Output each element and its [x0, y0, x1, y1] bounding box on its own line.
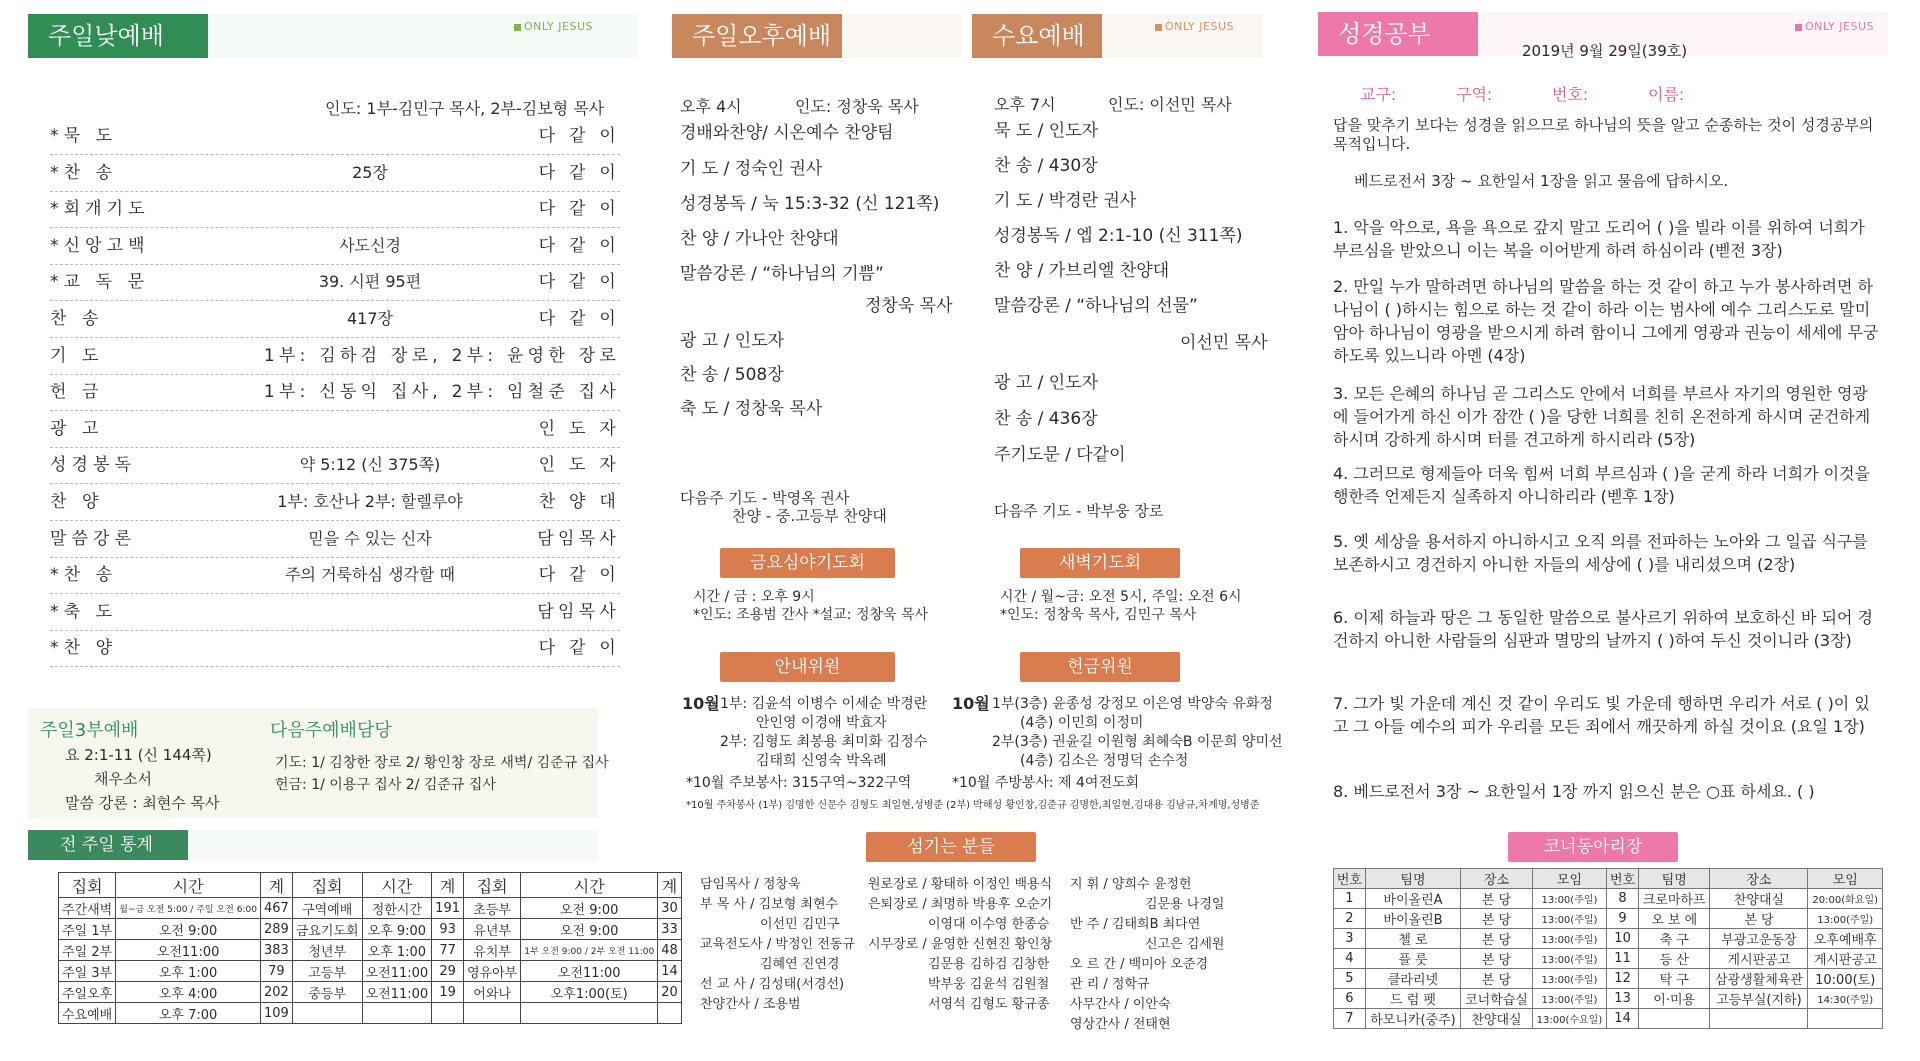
study-question: 7. 그가 빛 가운데 계신 것 같이 우리도 빛 가운데 행하면 우리가 서로 ( )이 있고 그 아들 예수의 피가 우리를 모든 죄에서 깨끗하게 하실 것이요 (요일 1장): [1333, 694, 1870, 736]
clubs-cell: 크로마하프: [1638, 889, 1710, 909]
table-row: [1334, 949, 1883, 969]
stats-cell: 금요기도회: [292, 919, 362, 940]
server-entry: 반 주 / 김태희B 최다연: [1070, 917, 1201, 932]
study-question: 5. 옛 세상을 용서하지 아니하시고 오직 의를 전파하는 노아와 그 일곱 식구를 보존하시고 경건하지 아니한 자들의 세상에 ( )를 내리셨으며 (2장): [1333, 532, 1868, 574]
guide-line-3: 2부: 김형도 최봉용 최미화 김정수: [720, 734, 928, 750]
table-row: [59, 961, 682, 982]
stats-cell: [292, 1003, 362, 1024]
clubs-cell: 10: [1607, 929, 1639, 949]
clubs-cell: [1638, 1009, 1710, 1029]
morning-row-detail: 25장: [352, 162, 388, 182]
clubs-cell: 게시판공고: [1808, 949, 1883, 969]
clubs-header-cell: 팀명: [1638, 869, 1710, 889]
study-date: 2019년 9월 29일(39호): [1522, 42, 1688, 60]
clubs-cell: 이·미용: [1638, 989, 1710, 1009]
stats-cell: 467: [260, 898, 292, 919]
stats-cell: 영유아부: [464, 961, 521, 982]
morning-row: [50, 521, 620, 558]
morning-row-label: 찬 양: [50, 492, 104, 512]
stats-cell: [432, 1003, 464, 1024]
stats-cell: 오후 7:00: [116, 1003, 261, 1024]
stats-header-cell: 시간: [521, 873, 658, 898]
morning-row: [50, 411, 620, 448]
morning-row-leader: 다 같 이: [538, 235, 620, 256]
study-question: 8. 베드로전서 3장 ~ 요한일서 1장 까지 읽으신 분은 ○표 하세요. ( ): [1333, 782, 1815, 801]
morning-row-label: *신앙고백: [50, 235, 150, 256]
server-entry: 박부웅 김윤석 김원철: [928, 977, 1050, 992]
stats-cell: 청년부: [292, 940, 362, 961]
clubs-cell: 고등부실(지하): [1710, 989, 1808, 1009]
clubs-cell: 본 당: [1710, 909, 1808, 929]
clubs-header-cell: 장소: [1461, 869, 1533, 889]
stats-cell: 유년부: [464, 919, 521, 940]
clubs-cell: 13:00(주일): [1532, 969, 1606, 989]
table-row: [1334, 909, 1883, 929]
clubs-cell: 5: [1334, 969, 1366, 989]
afternoon-item: 말씀강론 / “하나님의 기쁨”: [680, 264, 884, 284]
server-entry: 오 르 간 / 백미아 오준경: [1070, 957, 1209, 972]
morning-row: [50, 557, 620, 594]
morning-row-label: 광 고: [50, 418, 104, 439]
table-row: [59, 919, 682, 940]
clubs-cell: 본 당: [1461, 929, 1533, 949]
dawn-prayer-line-2: *인도: 정창욱 목사, 김민구 목사: [1000, 607, 1197, 623]
study-instruction: 베드로전서 3장 ~ 요한일서 1장을 읽고 물음에 답하시오.: [1354, 172, 1729, 190]
server-entry: 이영대 이수영 한종승: [928, 917, 1050, 932]
morning-row-label: *회개기도: [50, 199, 150, 220]
morning-row-leader: 다 같 이: [538, 272, 620, 293]
clubs-cell: 4: [1334, 949, 1366, 969]
clubs-cell: 첼 로: [1365, 929, 1460, 949]
wednesday-next-prayer: 다음주 기도 - 박부웅 장로: [994, 502, 1164, 520]
morning-row-leader: 다 같 이: [538, 638, 620, 659]
third-service-line-3: 말씀 강론 : 최현수 목사: [65, 794, 220, 812]
stats-cell: 주일 1부: [59, 919, 116, 940]
clubs-cell: 게시판공고: [1710, 949, 1808, 969]
clubs-cell: 13:00(주일): [1532, 989, 1606, 1009]
guide-month: 10월: [682, 694, 720, 713]
clubs-cell: 하모니카(중주): [1365, 1009, 1460, 1029]
field-cell: 구역:: [1456, 85, 1493, 104]
clubs-cell: 6: [1334, 989, 1366, 1009]
stats-cell: 오전 9:00: [116, 919, 261, 940]
stats-cell: 주일 3부: [59, 961, 116, 982]
wednesday-item: 성경봉독 / 엡 2:1-10 (신 311쪽): [994, 226, 1243, 246]
clubs-title: 코너동아리장: [1508, 832, 1678, 862]
clubs-cell: 11: [1607, 949, 1639, 969]
friday-prayer-line-1: 시간 / 금 : 오후 9시: [693, 589, 815, 605]
server-entry: 신고은 김세원: [1145, 937, 1225, 952]
table-row: [59, 898, 682, 919]
clubs-header-cell: 모임: [1532, 869, 1606, 889]
study-question: 4. 그러므로 형제들아 더욱 힘써 너희 부르심과 ( )을 굳게 하라 너희가 이것을 행한즉 언제든지 실족하지 아니하리라 (벧후 1장): [1333, 464, 1871, 506]
clubs-cell: 14:30(주일): [1808, 989, 1883, 1009]
server-entry: 영상간사 / 전태현: [1070, 1017, 1171, 1032]
stats-cell: 초등부: [464, 898, 521, 919]
stats-table: [58, 872, 682, 1024]
morning-row: [50, 228, 620, 265]
wednesday-item: 찬 양 / 가브리엘 찬양대: [994, 261, 1170, 281]
stats-cell: 19: [432, 982, 464, 1003]
dawn-prayer-line-1: 시간 / 월~금: 오전 5시, 주일: 오전 6시: [1000, 589, 1242, 605]
dawn-prayer-title: 새벽기도회: [1020, 548, 1180, 578]
clubs-cell: 드 럼 펫: [1365, 989, 1460, 1009]
stats-cell: 오전 9:00: [521, 919, 658, 940]
afternoon-item: 찬 송 / 508장: [680, 365, 784, 385]
wednesday-item: 기 도 / 박경란 권사: [994, 191, 1137, 211]
stats-cell: 수요예배: [59, 1003, 116, 1024]
offering-line-4: (4층) 김소은 정명덕 손수정: [1020, 753, 1189, 769]
stats-cell: 주일 2부: [59, 940, 116, 961]
clubs-cell: 찬양대실: [1461, 1009, 1533, 1029]
stats-cell: 오후 4:00: [116, 982, 261, 1003]
third-service-title: 주일3부예배: [40, 720, 139, 741]
offering-title: 헌금위원: [1020, 652, 1180, 682]
server-entry: 부 목 사 / 김보형 최현수: [700, 897, 839, 912]
offering-line-2: (4층) 이민희 이정미: [1020, 715, 1144, 731]
stats-cell: 48: [658, 940, 682, 961]
stats-cell: [658, 1003, 682, 1024]
morning-row-detail: 39. 시편 95편: [318, 272, 422, 292]
afternoon-item: 광 고 / 인도자: [680, 331, 785, 351]
wednesday-item: 주기도문 / 다같이: [994, 445, 1126, 465]
clubs-cell: 13:00(주일): [1532, 949, 1606, 969]
stats-cell: 주일오후: [59, 982, 116, 1003]
afternoon-title: 주일오후예배: [672, 14, 842, 58]
study-question: 3. 모든 은혜의 하나님 곧 그리스도 안에서 너희를 부르사 자기의 영원한 영광에 들어가게 하신 이가 잠깐 ( )을 당한 너희를 친히 온전하게 하시며 굳건하게 하시며 강하게 하시며 터를 견고하게 하시리라 (5장): [1333, 384, 1871, 449]
guide-title: 안내위원: [720, 652, 895, 682]
morning-row-leader: 1부: 신동익 집사, 2부: 임철준 집사: [263, 382, 620, 403]
clubs-cell: 14: [1607, 1009, 1639, 1029]
study-intro: 답을 맞추기 보다는 성경을 읽으므로 하나님의 뜻을 알고 순종하는 것이 성경공부의 목적입니다.: [1333, 116, 1874, 153]
wednesday-item: 찬 송 / 430장: [994, 156, 1098, 176]
third-service-line-2: 채우소서: [94, 770, 152, 788]
clubs-cell: 10:00(토): [1808, 969, 1883, 989]
clubs-cell: 클라리넷: [1365, 969, 1460, 989]
morning-row-leader: 담임목사: [537, 528, 620, 549]
clubs-cell: 코너학습실: [1461, 989, 1533, 1009]
study-badge: ONLY JESUS: [1795, 20, 1874, 33]
stats-cell: 유치부: [464, 940, 521, 961]
study-question: 6. 이제 하늘과 땅은 그 동일한 말씀으로 불사르기 위하여 보호하신 바 되어 경건하지 아니한 사람들의 심판과 멸망의 날까지 ( )하여 두신 것이니라 (3장): [1333, 608, 1873, 650]
clubs-cell: 축 구: [1638, 929, 1710, 949]
morning-row-label: 기 도: [50, 345, 104, 366]
clubs-cell: [1808, 1009, 1883, 1029]
stats-header-cell: 집회: [464, 873, 521, 898]
next-week-title: 다음주예배담당: [270, 720, 392, 741]
morning-row-label: *교 독 문: [50, 272, 150, 293]
wednesday-time: 오후 7시: [994, 95, 1056, 114]
clubs-header-cell: 번호: [1334, 869, 1366, 889]
friday-prayer-title: 금요심야기도회: [720, 548, 895, 578]
server-entry: 사무간사 / 이안숙: [1070, 997, 1171, 1012]
stats-header-cell: 시간: [362, 873, 432, 898]
stats-header-cell: 계: [432, 873, 464, 898]
stats-cell: 93: [432, 919, 464, 940]
server-entry: 서영석 김형도 황규종: [928, 997, 1050, 1012]
morning-row-detail: 믿을 수 있는 신자: [308, 528, 432, 548]
stats-cell: 오전11:00: [116, 940, 261, 961]
morning-row-label: *찬 송: [50, 565, 118, 586]
stats-cell: 30: [658, 898, 682, 919]
morning-row-label: 말씀강론: [50, 528, 137, 549]
server-entry: 김문용 나경일: [1145, 897, 1225, 912]
stats-cell: 20: [658, 982, 682, 1003]
afternoon-next-praise: 찬양 - 중.고등부 찬양대: [732, 507, 887, 525]
stats-cell: 1부 오전 9:00 / 2부 오전 11:00: [521, 940, 658, 961]
clubs-header-cell: 모임: [1808, 869, 1883, 889]
morning-row: [50, 338, 620, 375]
wednesday-item: 말씀강론 / “하나님의 선물”: [994, 296, 1198, 316]
server-entry: 이선민 김민구: [760, 917, 840, 932]
clubs-cell: 13:00(주일): [1532, 929, 1606, 949]
next-week-line-2: 헌금: 1/ 이용구 집사 2/ 김준규 집사: [275, 777, 496, 793]
clubs-cell: 본 당: [1461, 969, 1533, 989]
stats-cell: 33: [658, 919, 682, 940]
morning-row-label: *축 도: [50, 601, 118, 622]
afternoon-item: 성경봉독 / 눅 15:3-32 (신 121쪽): [680, 194, 940, 214]
server-entry: 교육전도사 / 박정인 전동규: [700, 937, 855, 952]
guide-line-4: 김태희 신영숙 박옥례: [756, 753, 887, 769]
stats-cell: 202: [260, 982, 292, 1003]
server-entry: 김혜연 진연경: [760, 957, 840, 972]
stats-cell: [362, 1003, 432, 1024]
stats-cell: 오전11:00: [362, 982, 432, 1003]
stats-cell: 79: [260, 961, 292, 982]
stats-cell: 77: [432, 940, 464, 961]
clubs-cell: 9: [1607, 909, 1639, 929]
stats-cell: 구역예배: [292, 898, 362, 919]
study-question: 2. 만일 누가 말하려면 하나님의 말씀을 하는 것 같이 하고 누가 봉사하려면 하나님이 ( )하시는 힘으로 하는 것 같이 하라 이는 범사에 예수 그리스도로 말미암아 하나님이 영광을 받으시게 하려 함이니 그에게 영광과 권능이 세세에 무궁하도록 있느니라 아멘 (4장): [1333, 277, 1879, 365]
stats-cell: 정한시간: [362, 898, 432, 919]
table-row: [59, 940, 682, 961]
wednesday-item: 묵 도 / 인도자: [994, 121, 1099, 141]
clubs-cell: 3: [1334, 929, 1366, 949]
clubs-cell: 본 당: [1461, 909, 1533, 929]
afternoon-item: 기 도 / 정숙인 권사: [680, 159, 823, 179]
guide-parking-service: *10월 주차봉사 (1부) 김명한 신문수 김형도 최일현,성병준 (2부) 박해성 황인창,김준규 김명한,최일현,김대용 김남규,차계명,성병준: [686, 800, 1260, 811]
stats-title: 전 주일 통계: [28, 830, 188, 860]
table-row: [1334, 889, 1883, 909]
morning-row: [50, 630, 620, 667]
clubs-cell: 13:00(주일): [1532, 909, 1606, 929]
afternoon-item: 축 도 / 정창욱 목사: [680, 399, 823, 419]
morning-row-label: 성경봉독: [50, 455, 137, 476]
morning-row: [50, 374, 620, 411]
table-row: [1334, 1009, 1883, 1029]
table-row: [1334, 969, 1883, 989]
clubs-header-cell: 번호: [1607, 869, 1639, 889]
field-name: 이름:: [1648, 85, 1685, 104]
stats-cell: 오전11:00: [521, 961, 658, 982]
stats-cell: 오후 9:00: [362, 919, 432, 940]
stats-cell: 오후1:00(토): [521, 982, 658, 1003]
morning-row-label: 찬 송: [50, 309, 104, 329]
study-title: 성경공부: [1318, 12, 1478, 56]
stats-cell: 월~금 오전 5:00 / 주일 오전 6:00: [116, 898, 261, 919]
afternoon-next-prayer: 다음주 기도 - 박영옥 권사: [680, 489, 850, 507]
morning-row-detail: 사도신경: [339, 235, 401, 255]
morning-row: [50, 155, 620, 192]
clubs-cell: 13:00(수요일): [1532, 1009, 1606, 1029]
morning-row-leader: 다 같 이: [538, 199, 620, 220]
morning-row: [50, 447, 620, 484]
afternoon-item: 찬 양 / 가나안 찬양대: [680, 229, 839, 249]
third-service-line-1: 요 2:1-11 (신 144쪽): [65, 746, 212, 764]
morning-row-leader: 인 도 자: [538, 455, 620, 476]
stats-cell: 29: [432, 961, 464, 982]
server-entry: 관 리 / 정학규: [1070, 977, 1150, 992]
table-row: [1334, 929, 1883, 949]
morning-row-leader: 인 도 자: [538, 418, 620, 439]
stats-cell: 오전 9:00: [521, 898, 658, 919]
clubs-cell: 삼광생활체육관: [1710, 969, 1808, 989]
clubs-header-cell: 장소: [1710, 869, 1808, 889]
morning-row-detail: 주의 거룩하심 생각할 때: [285, 565, 455, 585]
afternoon-item: 경배와찬양/ 시온예수 찬양팀: [680, 123, 894, 143]
afternoon-item: 정창욱 목사: [865, 296, 953, 316]
stats-cell: 289: [260, 919, 292, 940]
offering-month: 10월: [952, 694, 990, 713]
afternoon-time: 오후 4시: [680, 97, 742, 116]
table-row: [59, 982, 682, 1003]
clubs-cell: [1710, 1009, 1808, 1029]
stats-header-cell: 계: [260, 873, 292, 898]
wednesday-title: 수요예배: [972, 14, 1102, 58]
morning-badge: ONLY JESUS: [514, 20, 593, 33]
clubs-cell: 부광고운동장: [1710, 929, 1808, 949]
clubs-cell: 오 보 에: [1638, 909, 1710, 929]
stats-header-cell: 계: [658, 873, 682, 898]
morning-row: [50, 264, 620, 301]
clubs-cell: 플 룻: [1365, 949, 1460, 969]
clubs-cell: 7: [1334, 1009, 1366, 1029]
wednesday-badge: ONLY JESUS: [1155, 20, 1234, 33]
stats-cell: 주간새벽: [59, 898, 116, 919]
morning-row-label: *묵 도: [50, 126, 118, 146]
field-district: 교구:: [1360, 85, 1397, 104]
morning-row-leader: 다 같 이: [538, 309, 620, 329]
stats-cell: 오후 1:00: [116, 961, 261, 982]
morning-row-leader: 다 같 이: [538, 565, 620, 586]
table-row: [1334, 989, 1883, 1009]
clubs-cell: 13: [1607, 989, 1639, 1009]
offering-volunteer: *10월 주방봉사: 제 4여전도회: [952, 775, 1140, 791]
clubs-cell: 바이올린A: [1365, 889, 1460, 909]
morning-row-label: 헌 금: [50, 382, 104, 403]
clubs-cell: 본 당: [1461, 889, 1533, 909]
offering-line-1: 1부(3층) 윤종성 강정모 이은영 박양숙 유화정: [992, 696, 1273, 712]
stats-cell: 오후 1:00: [362, 940, 432, 961]
clubs-header-cell: 팀명: [1365, 869, 1460, 889]
morning-row-leader: 다 같 이: [538, 126, 620, 146]
offering-line-3: 2부(3층) 권윤길 이원형 최혜숙B 이문희 양미선: [992, 734, 1283, 750]
guide-line-1: 1부: 김윤석 이병수 이세순 박경란: [720, 696, 928, 712]
field-number: 번호:: [1552, 85, 1589, 104]
clubs-cell: 13:00(주일): [1808, 909, 1883, 929]
morning-row-leader: 1부: 김하검 장로, 2부: 윤영한 장로: [263, 345, 620, 366]
stats-header-cell: 시간: [116, 873, 261, 898]
server-entry: 지 휘 / 양희수 윤정헌: [1070, 877, 1192, 892]
morning-row: [50, 594, 620, 631]
wednesday-item: 이선민 목사: [1180, 333, 1268, 353]
stats-cell: 383: [260, 940, 292, 961]
morning-row-leader: 다 같 이: [538, 162, 620, 183]
clubs-cell: 오후예배후: [1808, 929, 1883, 949]
morning-row-detail: 1부: 호산나 2부: 할렐루야: [277, 492, 463, 511]
morning-row-leader: 담임목사: [537, 601, 620, 622]
morning-leader: 인도: 1부-김민구 목사, 2부-김보형 목사: [325, 99, 605, 118]
wednesday-leader: 인도: 이선민 목사: [1108, 95, 1232, 114]
clubs-cell: 20:00(화요일): [1808, 889, 1883, 909]
stats-cell: 109: [260, 1003, 292, 1024]
stats-cell: [521, 1003, 658, 1024]
stats-cell: 14: [658, 961, 682, 982]
wednesday-item: 찬 송 / 436장: [994, 409, 1098, 429]
guide-volunteer: *10월 주보봉사: 315구역~322구역: [686, 775, 912, 791]
clubs-cell: 1: [1334, 889, 1366, 909]
friday-prayer-line-2: *인도: 조용범 간사 *설교: 정창욱 목사: [693, 607, 929, 623]
server-entry: 김문용 김하검 김창한: [928, 957, 1050, 972]
study-question: 1. 악을 악으로, 욕을 욕으로 갚지 말고 도리어 ( )을 빌라 이를 위하여 너희가 부르심을 받았으니 이는 복을 이어받게 하려 하심이라 (벧전 3장): [1333, 218, 1865, 260]
stats-cell: 어와나: [464, 982, 521, 1003]
stats-cell: 191: [432, 898, 464, 919]
guide-line-2: 안인영 이경애 박효자: [756, 715, 887, 731]
stats-header-cell: 집회: [59, 873, 116, 898]
stats-cell: 오전11:00: [362, 961, 432, 982]
clubs-cell: 13:00(주일): [1532, 889, 1606, 909]
morning-row: [50, 118, 620, 155]
stats-cell: 고등부: [292, 961, 362, 982]
stats-cell: 중등부: [292, 982, 362, 1003]
morning-row: [50, 191, 620, 228]
morning-row: [50, 484, 620, 521]
stats-cell: [464, 1003, 521, 1024]
clubs-cell: 본 당: [1461, 949, 1533, 969]
servers-title: 섬기는 분들: [866, 832, 1036, 862]
morning-row-leader: 찬 양 대: [538, 492, 620, 512]
clubs-cell: 12: [1607, 969, 1639, 989]
morning-title: 주일낮예배: [28, 14, 208, 58]
table-row: [59, 1003, 682, 1024]
clubs-table: [1333, 868, 1883, 1029]
server-entry: 찬양간사 / 조용범: [700, 997, 801, 1012]
clubs-cell: 바이올린B: [1365, 909, 1460, 929]
server-entry: 시무장로 / 윤영한 신현진 황인창: [868, 937, 1053, 952]
morning-row: [50, 301, 620, 338]
afternoon-leader: 인도: 정창욱 목사: [795, 97, 919, 116]
clubs-cell: 탁 구: [1638, 969, 1710, 989]
clubs-cell: 등 산: [1638, 949, 1710, 969]
morning-row-label: *찬 양: [50, 638, 118, 659]
clubs-cell: 8: [1607, 889, 1639, 909]
server-entry: 은퇴장로 / 최명하 박용후 오순기: [868, 897, 1053, 912]
next-week-line-1: 기도: 1/ 김창한 장로 2/ 황인창 장로 새벽/ 김준규 집사: [275, 755, 609, 771]
wednesday-item: 광 고 / 인도자: [994, 373, 1099, 393]
morning-row-detail: 약 5:12 (신 375쪽): [299, 455, 441, 475]
clubs-cell: 2: [1334, 909, 1366, 929]
clubs-cell: 찬양대실: [1710, 889, 1808, 909]
morning-row-detail: 417장: [347, 309, 393, 328]
server-entry: 담임목사 / 정창욱: [700, 877, 801, 892]
stats-header-cell: 집회: [292, 873, 362, 898]
server-entry: 원로장로 / 황태하 이정인 백용식: [868, 877, 1053, 892]
morning-row-label: *찬 송: [50, 162, 118, 183]
server-entry: 선 교 사 / 김성태(서경선): [700, 977, 845, 992]
